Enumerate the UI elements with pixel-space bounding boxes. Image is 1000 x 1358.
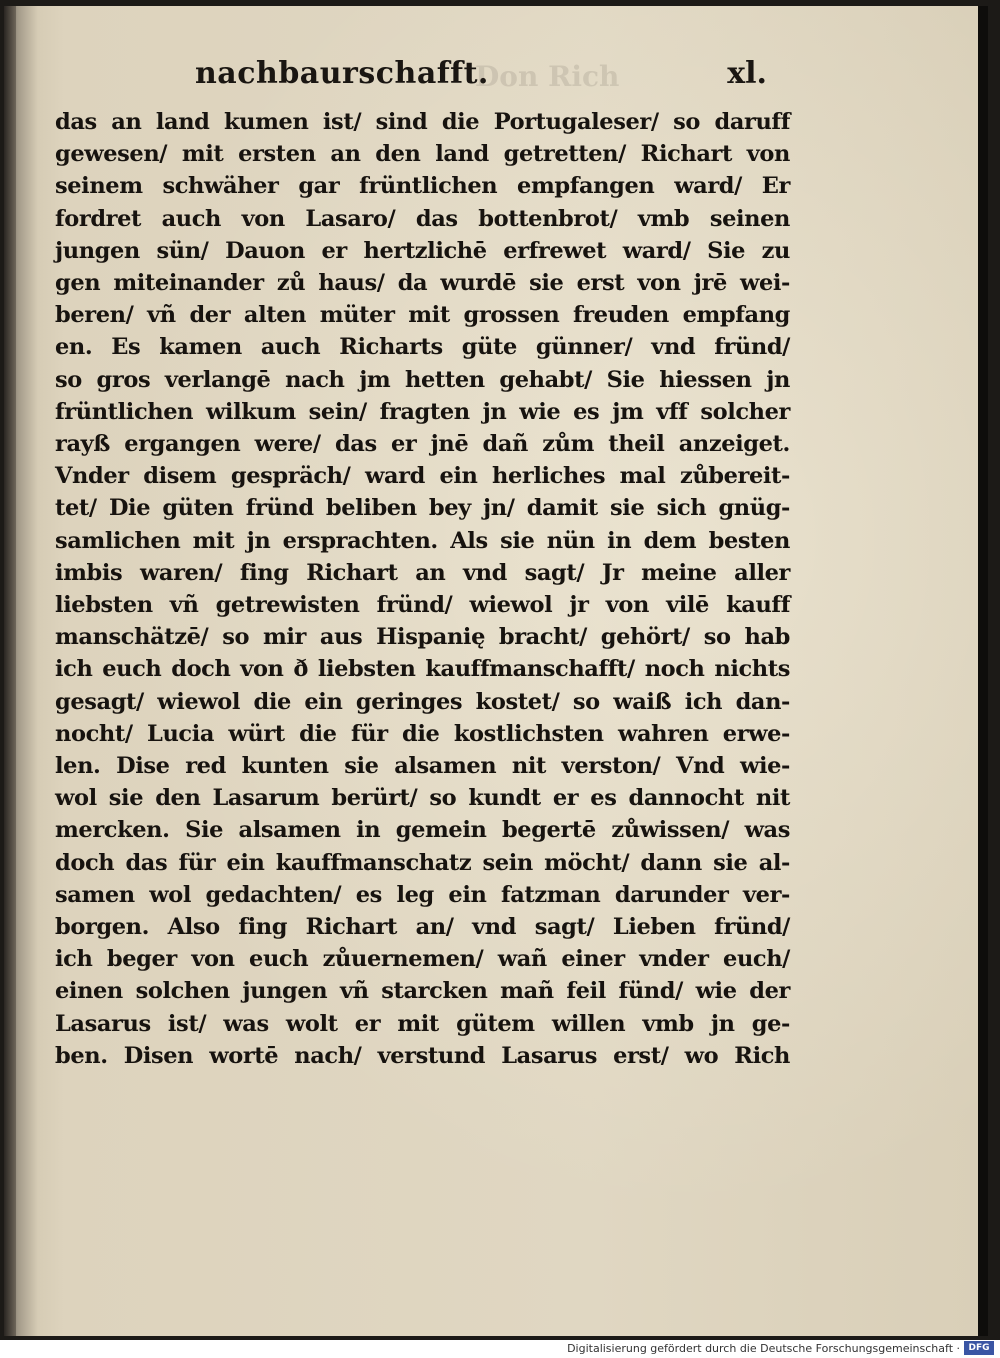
text-line: so gros verlangē nach jm hetten gehabt/ Sie hiessen jn [55,366,790,393]
text-line: seinem schwäher gar früntlichen empfangen ward/ Er [55,173,790,200]
text-line: beren/ vñ der alten müter mit grossen freuden empfang [55,302,790,329]
text-line: Lasarus ist/ was wolt er mit gütem willen vmb jn ge- [55,1010,790,1037]
text-line: gesagt/ wiewol die ein geringes kostet/ so waiß ich dan- [55,688,790,715]
text-line: ben. Disen wortē nach/ verstund Lasarus erst/ wo Rich [55,1042,790,1069]
text-line: len. Dise red kunten sie alsamen nit verston/ Vnd wie- [55,753,790,780]
text-line: ich euch doch von ð liebsten kauffmanschafft/ noch nichts [55,656,790,683]
text-line: fordret auch von Lasaro/ das bottenbrot/ vmb seinen [55,205,790,232]
page-binding-shadow [4,6,16,1336]
bleed-through-text: Don Rich [475,60,620,93]
text-line: en. Es kamen auch Richarts güte günner/ vnd fründ/ [55,334,790,361]
text-line: liebsten vñ getrewisten fründ/ wiewol jr von vilē kauff [55,592,790,619]
text-line: borgen. Also fing Richart an/ vnd sagt/ Lieben fründ/ [55,914,790,941]
body-text [55,106,790,1072]
text-line: ich beger von euch zůuernemen/ wañ einer vnder euch/ [55,946,790,973]
text-line: früntlichen wilkum sein/ fragten jn wie es jm vff solcher [55,398,790,425]
running-title: nachbaurschafft. [195,56,489,91]
text-line: tet/ Die güten fründ beliben bey jn/ damit sie sich gnüg- [55,495,790,522]
text-line: samen wol gedachten/ es leg ein fatzman darunder ver- [55,881,790,908]
dfg-logo: DFG [964,1341,994,1355]
text-line: einen solchen jungen vñ starcken mañ feil fünd/ wie der [55,978,790,1005]
text-line: wol sie den Lasarum berürt/ so kundt er es dannocht nit [55,785,790,812]
text-line: rayß ergangen were/ das er jnē dañ zům theil anzeiget. [55,431,790,458]
text-line: das an land kumen ist/ sind die Portugaleser/ so daruff [55,109,790,135]
text-line: mercken. Sie alsamen in gemein begertē zůwissen/ was [55,817,790,844]
funding-notice: Digitalisierung gefördert durch die Deutsche Forschungsgemeinschaft · [567,1342,960,1355]
text-line: gen miteinander zů haus/ da wurdē sie erst von jrē wei- [55,270,790,297]
text-line: manschätzē/ so mir aus Hispanię bracht/ gehört/ so hab [55,624,790,651]
text-line: doch das für ein kauffmanschatz sein möcht/ dann sie al- [55,849,790,876]
text-line: jungen sün/ Dauon er hertzlichē erfrewet ward/ Sie zu [55,237,790,264]
page-number: xl. [727,56,767,91]
page-header [195,56,795,100]
text-line: imbis waren/ fing Richart an vnd sagt/ Jr meine aller [55,559,790,586]
text-line: samlichen mit jn ersprachten. Als sie nün in dem besten [55,527,790,554]
text-line: gewesen/ mit ersten an den land getretten/ Richart von [55,141,790,168]
text-line: Vnder disem gespräch/ ward ein herliches mal zůbereit- [55,463,790,490]
text-line: nocht/ Lucia würt die für die kostlichsten wahren erwe- [55,720,790,747]
